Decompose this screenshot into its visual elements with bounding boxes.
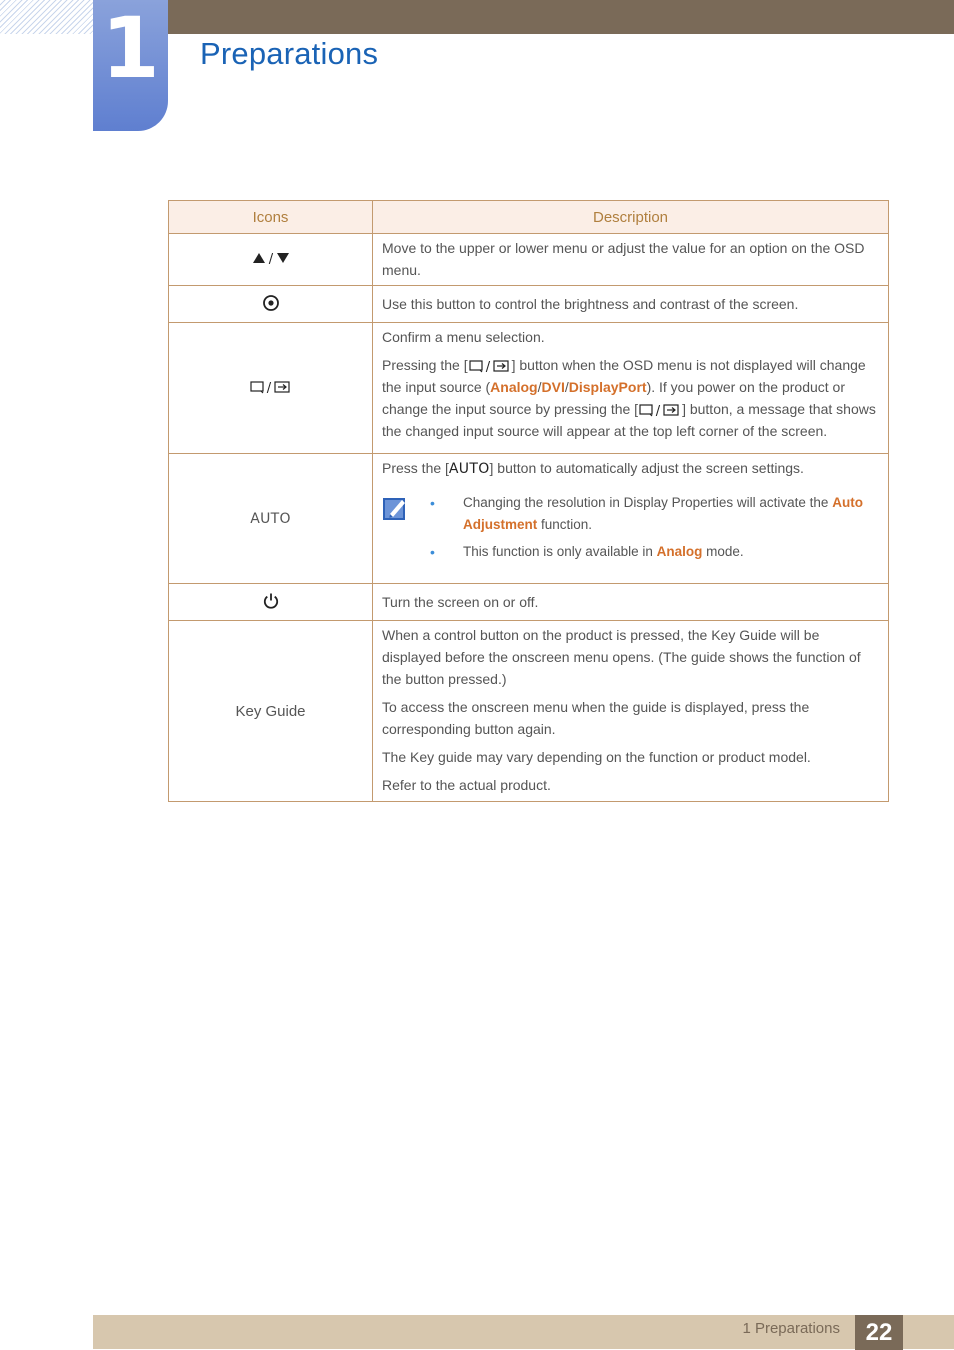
row-description: To access the onscreen menu when the guide is displayed, press the corresponding button again.: [382, 699, 810, 737]
note-list: [430, 492, 880, 568]
key-guide-label: Key Guide: [235, 702, 306, 720]
text-fragment: ] button to automatically adjust the screen settings.: [489, 460, 804, 476]
table-row: [169, 286, 889, 323]
row-description: Use this button to control the brightness and contrast of the screen.: [382, 296, 799, 312]
svg-text:/: /: [268, 252, 273, 266]
row-description: When a control button on the product is pressed, the Key Guide will be displayed before the onscreen menu opens. (The guide shows the function of the button pressed.): [382, 627, 861, 687]
text-fragment: /: [537, 379, 542, 395]
svg-text:/: /: [266, 380, 271, 395]
text-fragment: This function is only available in: [463, 544, 657, 559]
table-row: [169, 234, 889, 286]
menu-source-icon: [638, 402, 682, 418]
text-fragment: ] button, a message that shows the changed input source will appear at the top left corner of the screen.: [382, 401, 876, 439]
description-cell: [373, 584, 889, 621]
highlight-auto-adjustment: Auto Adjustment: [463, 495, 863, 532]
row-description: Refer to the actual product.: [382, 777, 551, 793]
icon-cell: [169, 234, 373, 286]
svg-text:/: /: [655, 404, 661, 419]
description-cell: [373, 323, 889, 454]
list-item: [430, 541, 880, 563]
description-column-header: Description: [373, 201, 889, 234]
row-description: The Key guide may vary depending on the function or product model.: [382, 749, 811, 765]
text-fragment: ] button when the OSD menu is not displayed will change the input source (: [382, 357, 866, 395]
up-down-arrow-icon: [251, 250, 291, 266]
row-description: Confirm a menu selection.: [382, 329, 545, 345]
description-cell: [373, 454, 889, 584]
highlight-analog: Analog: [656, 544, 703, 559]
row-description: Turn the screen on or off.: [382, 594, 539, 610]
text-fragment: /: [564, 379, 569, 395]
source-displayport: DisplayPort: [568, 379, 647, 395]
table-header-row: [169, 201, 889, 234]
icons-column-header: Icons: [169, 201, 373, 234]
footer-section-label: 1 Preparations: [742, 1320, 840, 1337]
text-fragment: function.: [537, 517, 593, 532]
row-description: [382, 354, 880, 442]
description-cell: [373, 621, 889, 802]
icon-cell: [169, 286, 373, 323]
auto-button-label: AUTO: [250, 511, 291, 527]
chapter-number: 1: [101, 0, 160, 97]
source-dvi: DVI: [541, 379, 565, 395]
icon-cell: [169, 454, 373, 584]
description-cell: [373, 234, 889, 286]
text-fragment: Pressing the [: [382, 357, 468, 373]
icon-cell: [169, 323, 373, 454]
table-row: [169, 454, 889, 584]
text-fragment: mode.: [702, 544, 744, 559]
menu-source-icon: [249, 379, 293, 395]
icon-cell: [169, 621, 373, 802]
text-fragment: Changing the resolution in Display Properties will activate the: [463, 495, 833, 510]
note-block: [382, 492, 880, 568]
auto-button-label: AUTO: [448, 461, 490, 477]
page-title: Preparations: [200, 36, 379, 71]
top-header-bar: [168, 0, 954, 34]
icon-cell: [169, 584, 373, 621]
menu-source-icon: [468, 358, 512, 374]
source-analog: Analog: [490, 379, 538, 395]
table-row: [169, 621, 889, 802]
list-item: [430, 492, 880, 536]
page-number: 22: [855, 1315, 903, 1350]
icons-table: [168, 200, 889, 802]
brightness-icon: [262, 294, 280, 312]
table-row: [169, 584, 889, 621]
table-row: [169, 323, 889, 454]
power-icon: [262, 592, 280, 610]
text-fragment: ). If you power on the product or change the input source by pressing the [: [382, 379, 846, 417]
description-cell: [373, 286, 889, 323]
row-description: Move to the upper or lower menu or adjust the value for an option on the OSD menu.: [382, 240, 865, 278]
svg-text:/: /: [485, 360, 490, 375]
text-fragment: Press the [: [382, 460, 449, 476]
note-pencil-icon: [382, 496, 408, 522]
corner-hatch-pattern: [0, 0, 93, 34]
row-description: [382, 457, 880, 480]
